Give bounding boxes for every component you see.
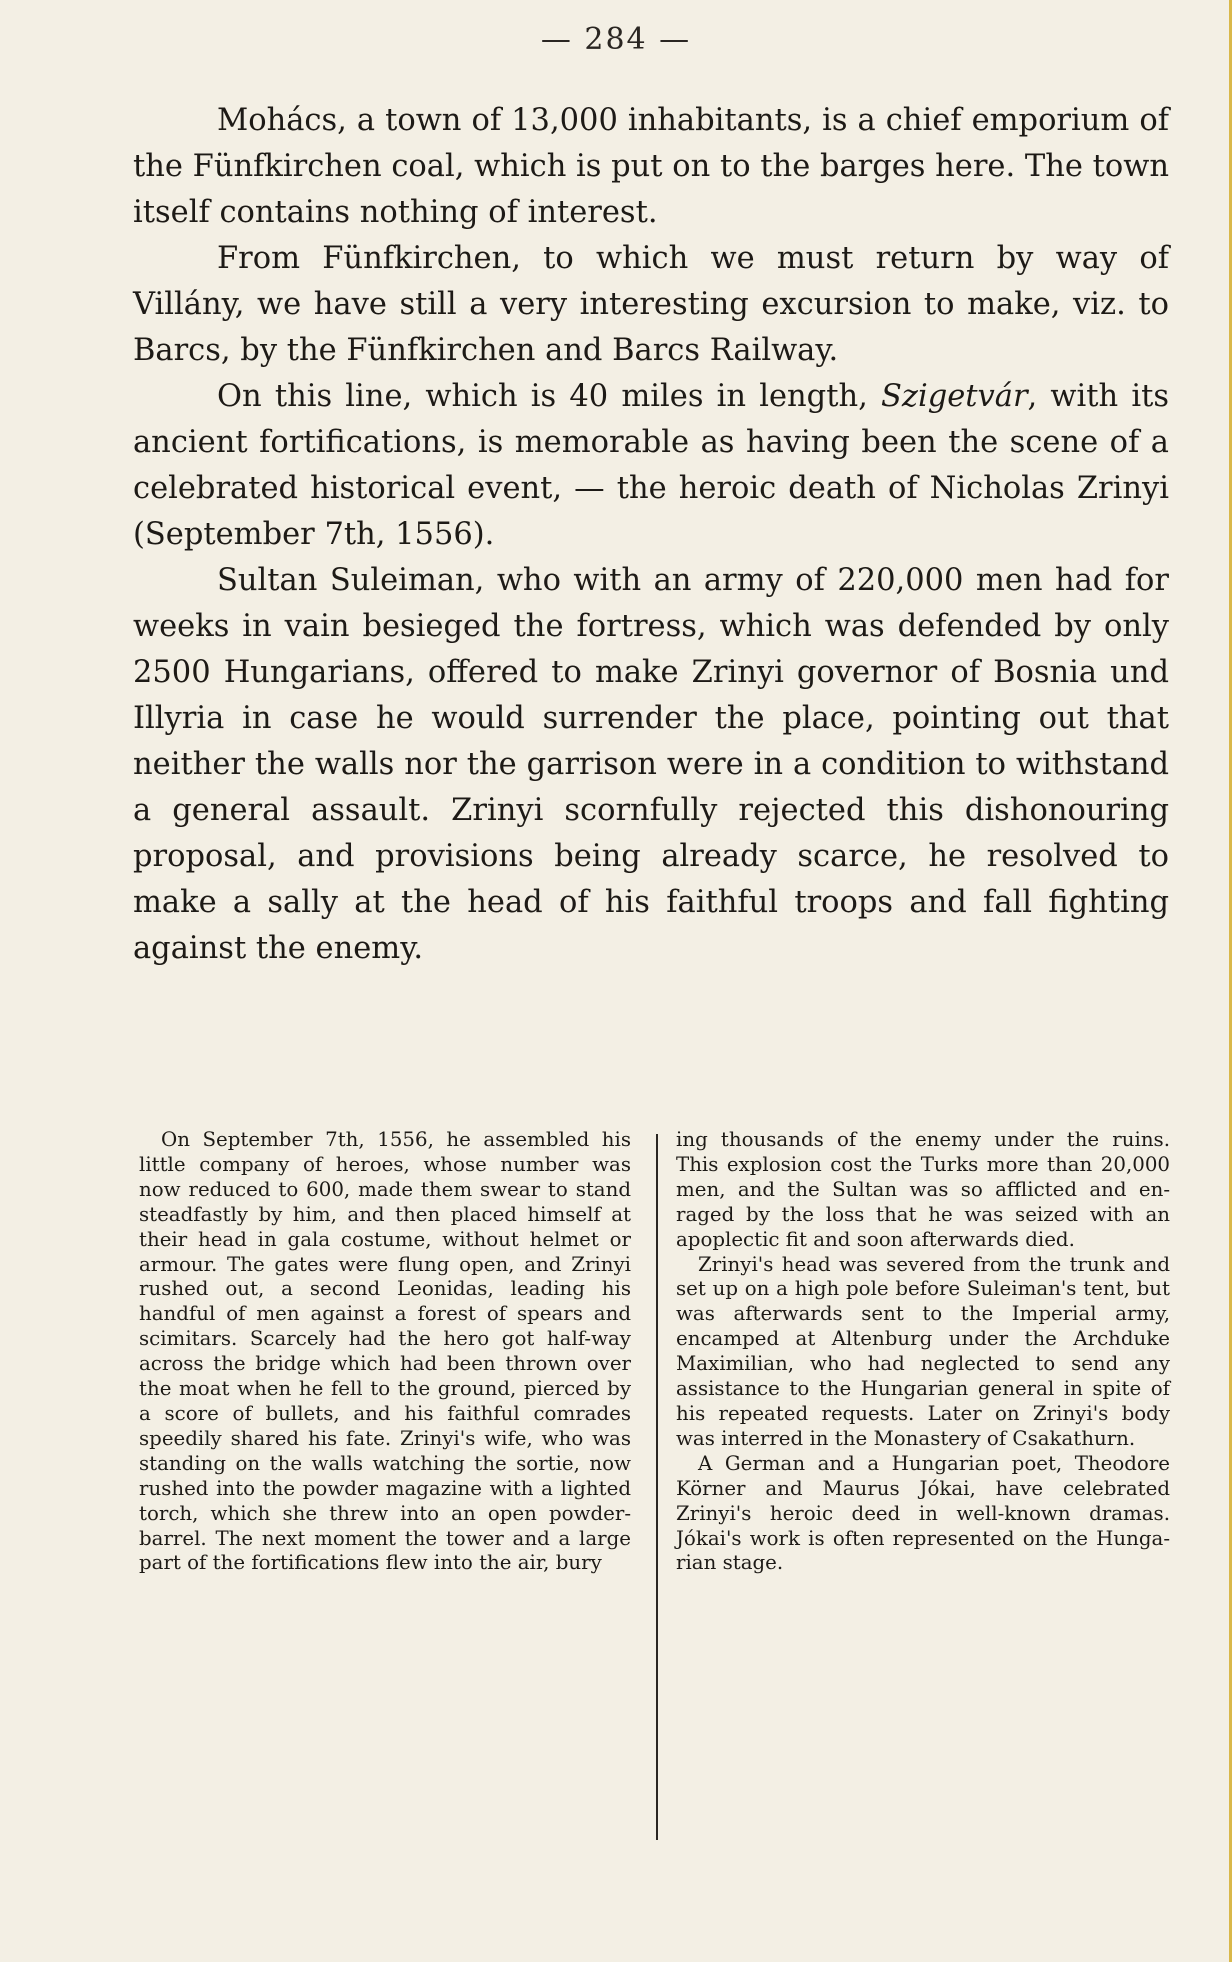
paragraph-szigetvar-end: , with its ancient fortifications, is memorable as having been the scene of a celebrated historical event, — the heroic death of Nicholas Zrinyi (September 7th, 1556). [133,379,1170,552]
footnote-paragraph: On September 7th, 1556, he assembled his little company of heroes, whose number was now reduced to 600, made them swear to stand steadfastly by him, and then placed himself at their head in gala costume, without helmet or armour. The gates were flung open, and Zrinyi rushed out, a second Leonidas, leading his handful of men against a forest of spears and scimitars. Scarcely had the hero got half-way across the bridge which had been thrown over the moat when he fell to the ground, pierced by a score of bullets, and his faithful comrades speedily shared his fate. Zrinyi's wife, who was standing on the walls watching the sortie, now rushed into the powder magazine with a lighted torch, which she threw into an open powder-barrel. The next moment the tower and a large part of the fortifications flew into the air, bury [139,1128,631,1575]
footnote-paragraph: Zrinyi's head was severed from the trunk and set up on a high pole before Suleiman's tent, but was afterwards sent to the Imperial army, encamped at Altenburg under the Archduke Maximilian, who had neglected to send any assistance to the Hungarian general in spite of his repeated requests. Later on Zrinyi's body was interred in the Monastery of Csakathurn. [676,1252,1170,1450]
page-number: — 284 — [540,22,692,57]
paragraph-szigetvar-start: On this line, which is 40 miles in length, [217,379,881,414]
paragraph-mohacs: Mohács, a town of 13,000 inhabitants, is a chief emporium of the Fünfkirchen coal, which is put on to the barges here. The town itself contains nothing of interest. [133,103,1169,230]
footnote-paragraph: A German and a Hungarian poet, Theodore Körner and Maurus Jókai, have celebrated Zrinyi's heroic deed in well-known dramas. Jókai's work is often represented on the Hungarian stage. [676,1451,1170,1575]
paragraph-szigetvar [133,374,1169,558]
main-text [133,98,1169,972]
column-divider [656,1134,658,1840]
footnote-right-column [676,1128,1170,1576]
place-name-szigetvar: Szigetvár [880,379,1028,414]
footnote-left-column [139,1128,631,1576]
paragraph-funfkirchen: From Fünfkirchen, to which we must return by way of Villány, we have still a very interesting excursion to make, viz. to Barcs, by the Fünfkirchen and Barcs Railway. [133,241,1169,368]
footnote-paragraph: ing thousands of the enemy under the ruins. This explosion cost the Turks more than 20,000 men, and the Sultan was so afflicted and enraged by the loss that he was seized with an apoplectic fit and soon afterwards died. [676,1128,1170,1251]
paragraph-suleiman: Sultan Suleiman, who with an army of 220,000 men had for weeks in vain besieged the fortress, which was defended by only 2500 Hungarians, offered to make Zrinyi governor of Bosnia und Illyria in case he would surrender the place, pointing out that neither the walls nor the garrison were in a condition to withstand a general assault. Zrinyi scornfully rejected this dishonouring proposal, and provisions being already scarce, he resolved to make a sally at the head of his faithful troops and fall fighting against the enemy. [133,563,1169,966]
